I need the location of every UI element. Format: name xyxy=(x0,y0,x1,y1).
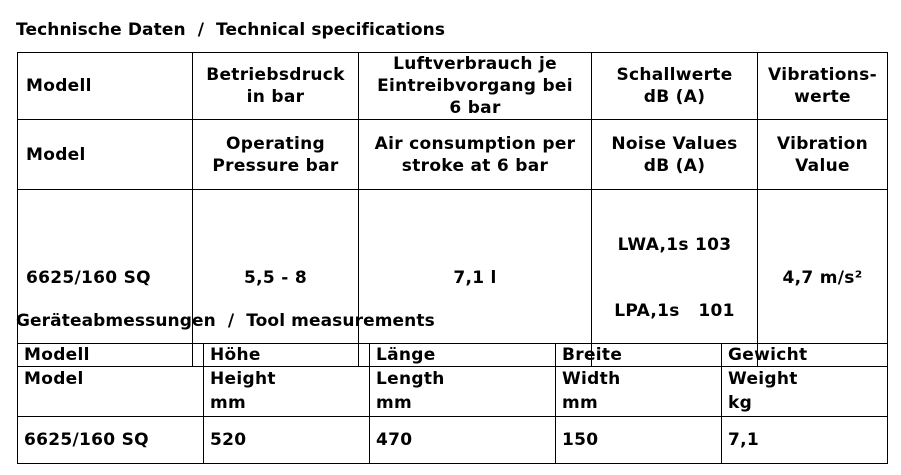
dim-unit-model xyxy=(18,391,204,417)
spec-pressure-value: 5,5 - 8 xyxy=(193,190,359,367)
spec-header-vibration-de: Vibrations- werte xyxy=(758,53,888,120)
spec-header-german-row xyxy=(18,53,888,120)
spec-header-model-en: Model xyxy=(18,120,193,190)
spec-header-model-de: Modell xyxy=(18,53,193,120)
spec-vibration-value: 4,7 m/s² xyxy=(758,190,888,367)
dim-header-width-de: Breite xyxy=(556,344,722,367)
dim-header-weight-de: Gewicht xyxy=(722,344,888,367)
dim-units-row xyxy=(18,391,888,417)
tool-measurements-heading: Geräteabmessungen / Tool measurements xyxy=(16,311,435,331)
dim-unit-length: mm xyxy=(370,391,556,417)
dim-data-row xyxy=(18,417,888,464)
spec-header-english-row xyxy=(18,120,888,190)
tool-measurements-table xyxy=(17,343,888,464)
dim-header-model-de: Modell xyxy=(18,344,204,367)
spec-header-air-en: Air consumption per stroke at 6 bar xyxy=(359,120,592,190)
spec-air-value: 7,1 l xyxy=(359,190,592,367)
spec-header-pressure-de: Betriebsdruck in bar xyxy=(193,53,359,120)
dim-header-german-row xyxy=(18,344,888,367)
dim-height-value: 520 xyxy=(204,417,370,464)
dim-header-model-en: Model xyxy=(18,367,204,391)
dim-length-value: 470 xyxy=(370,417,556,464)
dim-header-height-de: Höhe xyxy=(204,344,370,367)
dim-header-width-en: Width xyxy=(556,367,722,391)
spec-header-air-de: Luftverbrauch je Eintreibvorgang bei 6 bar xyxy=(359,53,592,120)
dim-header-length-de: Länge xyxy=(370,344,556,367)
dim-unit-height: mm xyxy=(204,391,370,417)
dim-header-weight-en: Weight xyxy=(722,367,888,391)
spec-header-pressure-en: Operating Pressure bar xyxy=(193,120,359,190)
dim-weight-value: 7,1 xyxy=(722,417,888,464)
dim-header-english-row xyxy=(18,367,888,391)
dim-unit-width: mm xyxy=(556,391,722,417)
dim-header-length-en: Length xyxy=(370,367,556,391)
spec-header-noise-en: Noise Values dB (A) xyxy=(592,120,758,190)
dim-unit-weight: kg xyxy=(722,391,888,417)
spec-data-row xyxy=(18,190,888,367)
dim-width-value: 150 xyxy=(556,417,722,464)
dim-model-value: 6625/160 SQ xyxy=(18,417,204,464)
dim-header-height-en: Height xyxy=(204,367,370,391)
spec-noise-value: LWA,1s 103 LPA,1s 101 xyxy=(592,190,758,367)
spec-header-vibration-en: Vibration Value xyxy=(758,120,888,190)
spec-header-noise-de: Schallwerte dB (A) xyxy=(592,53,758,120)
spec-model-value: 6625/160 SQ xyxy=(18,190,193,367)
technical-specifications-heading: Technische Daten / Technical specifications xyxy=(16,20,446,40)
